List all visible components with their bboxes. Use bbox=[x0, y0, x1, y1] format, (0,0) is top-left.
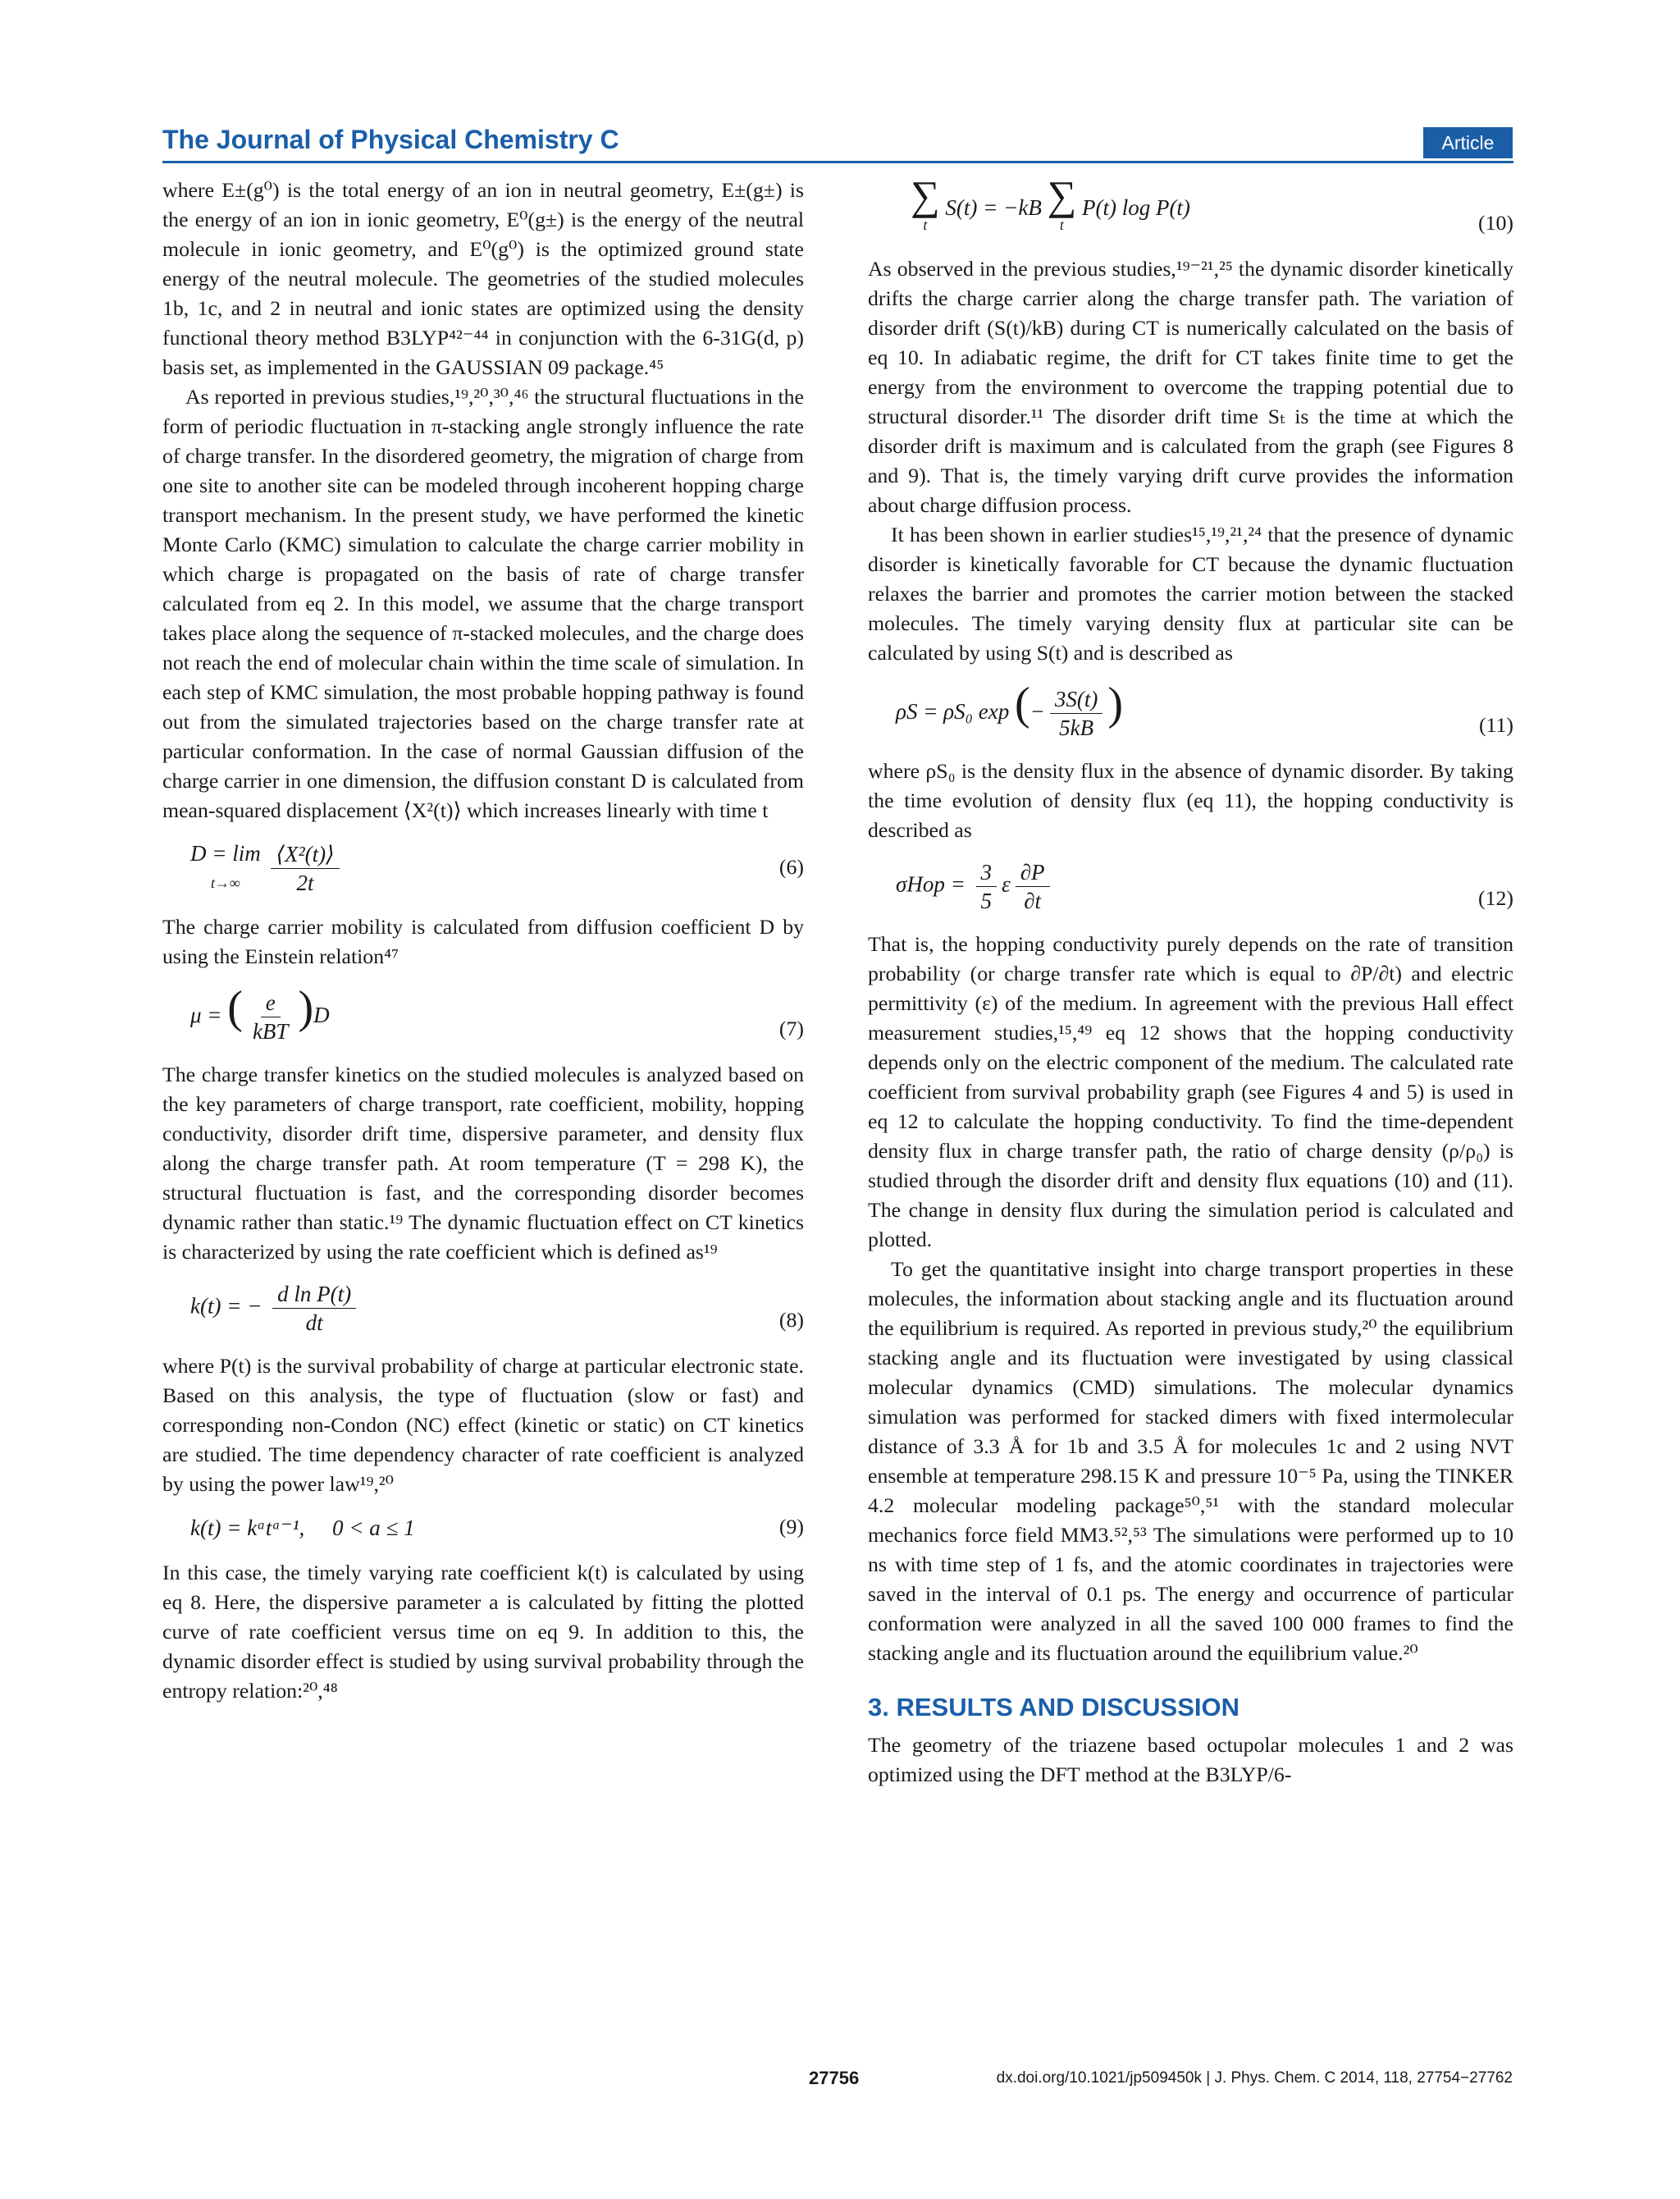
eq9-expr: k(t) = kᵃtᵃ⁻¹, 0 < a ≤ 1 bbox=[190, 1516, 415, 1541]
eq10-sub1: t bbox=[923, 217, 928, 233]
eq8-number: (8) bbox=[778, 1308, 804, 1333]
eq6-lhs: D = lim bbox=[190, 841, 261, 866]
eq11-number: (11) bbox=[1478, 713, 1513, 738]
eq12-d1: 5 bbox=[980, 889, 993, 914]
eq11-num: 3S(t) bbox=[1050, 685, 1102, 714]
eq8-lhs: k(t) = − bbox=[190, 1294, 262, 1319]
paragraph: That is, the hopping conductivity purely depends on the rate of transition probability (or charge transfer rate which is equal to ∂P/∂t) and electric permittivity (ε) of the medium. In agreement with the previous Hall effect measurement studies,¹⁵,⁴⁹ eq 12 shows that the hopping conductivity depends only on the electric component of the medium. The calculated rate coefficient from survival probability graph (see Figures 4 and 5) is used in eq 12 to calculate the hopping conductivity. To find the time-dependent density flux in charge transfer path, the ratio of charge density (ρ/ρ₀) is studied through the disorder drift and density flux equations (10) and (11). The change in density flux during the simulation period is calculated and plotted. bbox=[868, 932, 1513, 1252]
equation-8 bbox=[162, 1280, 804, 1337]
eq12-n1: 3 bbox=[976, 858, 998, 887]
eq11-lhs: ρS = ρS₀ exp bbox=[896, 699, 1010, 724]
paragraph: where ρS₀ is the density flux in the absence of dynamic disorder. By taking the time evolution of density flux (eq 11), the hopping conductivity is described as bbox=[868, 759, 1513, 843]
eq9-number: (9) bbox=[778, 1515, 804, 1539]
eq10-lhs: S(t) = −kB bbox=[945, 195, 1042, 221]
equation-10 bbox=[868, 172, 1513, 240]
paragraph: In this case, the timely varying rate coefficient k(t) is calculated by using eq 8. Here, the dispersive parameter a is calculated by fitting the plotted curve of rate coefficient versus time on eq 9. In addition to this, the dynamic disorder effect is studied by using survival probability through the entropy relation:²⁰,⁴⁸ bbox=[162, 1561, 804, 1703]
paragraph: It has been shown in earlier studies¹⁵,¹⁹,²¹,²⁴ that the presence of dynamic disorder is kinetically favorable for CT because the dynamic fluctuation relaxes the barrier and promotes the carrier motion between the stacked molecules. The timely varying density flux at particular site can be calculated by using S(t) and is described as bbox=[868, 523, 1513, 665]
paragraph: As observed in the previous studies,¹⁹⁻²¹,²⁵ the dynamic disorder kinetically drifts the charge carrier along the charge transfer path. The variation of disorder drift (S(t)/kB) during CT is numerically calculated on the basis of eq 10. In adiabatic regime, the drift for CT takes finite time to get the energy from the environment to overcome the trapping potential due to structural disorder.¹¹ The disorder drift time Sₜ is the time at which the disorder drift is maximum and is calculated from the graph (see Figures 8 and 9). That is, the timely varying drift curve provides the information about charge diffusion process. bbox=[868, 257, 1513, 517]
eq10-rhs: P(t) log P(t) bbox=[1081, 195, 1190, 221]
article-badge: Article bbox=[1423, 127, 1513, 158]
paragraph: The charge transfer kinetics on the studied molecules is analyzed based on the key parameters of charge transport, rate coefficient, mobility, hopping conductivity, disorder drift time, dispersive parameter, and density flux along the charge transfer path. At room temperature (T = 298 K), the structural fluctuation is fast, and the corresponding disorder becomes dynamic rather than static.¹⁹ The dynamic fluctuation effect on CT kinetics is characterized by using the rate coefficient which is defined as¹⁹ bbox=[162, 1063, 804, 1264]
paragraph: The charge carrier mobility is calculated from diffusion coefficient D by using the Einstein relation⁴⁷ bbox=[162, 915, 804, 968]
equation-9 bbox=[162, 1512, 804, 1543]
eq6-number: (6) bbox=[778, 855, 804, 879]
paragraph: To get the quantitative insight into charge transport properties in these molecules, the information about stacking angle and its fluctuation around the equilibrium is required. As reported in previous study,²⁰ the equilibrium stacking angle and its fluctuation were investigated by using classical molecular dynamics (CMD) simulations. The molecular dynamics simulation was performed for stacked dimers with fixed intermolecular distance of 3.3 Å for 1b and 3.5 Å for molecules 1c and 2 using NVT ensemble at temperature 298.15 K and pressure 10⁻⁵ Pa, using the TINKER 4.2 molecular modeling package⁵⁰,⁵¹ with the standard molecular mechanics force field MM3.⁵²,⁵³ The simulations were performed up to 10 ns with time step of 1 fs, and the atomic coordinates in trajectories were saved in the interval of 0.1 ps. The energy and occurrence of particular conformation were analyzed in all the saved 100 000 frames to find the stacking angle and its fluctuation around the equilibrium value.²⁰ bbox=[868, 1257, 1513, 1666]
header-rule bbox=[162, 161, 1513, 163]
page-number: 27756 bbox=[809, 2068, 860, 2088]
doi-citation[interactable]: dx.doi.org/10.1021/jp509450k | J. Phys. Chem. C 2014, 118, 27754−27762 bbox=[996, 2069, 1513, 2087]
equation-7: μ = ( $\frac{e}{\text{kBT}}$ )D (7) bbox=[190, 982, 804, 1045]
equation-11: ρS = ρS₀ exp (− $\frac{3S(t)}{5kB}$ ) (11) bbox=[896, 679, 1513, 741]
eq12-n2: ∂P bbox=[1016, 858, 1050, 887]
paragraph: As reported in previous studies,¹⁹,²⁰,³⁰,⁴⁶ the structural fluctuations in the form of periodic fluctuation in π-stacking angle strongly influence the rate of charge transfer. In the disordered geometry, the migration of charge from one site to another site can be modeled through incoherent hopping charge transport mechanism. In the present study, we have performed the kinetic Monte Carlo (KMC) simulation to calculate the charge carrier mobility in which charge is propagated on the basis of rate of charge transfer calculated from eq 2. In this model, we assume that the charge transport takes place along the sequence of π-stacked molecules, and the charge does not reach the end of molecular chain within the time scale of simulation. In each step of KMC simulation, the most probable hopping pathway is found out from the simulated trajectories based on the charge transfer rate at particular conformation. In the case of normal Gaussian diffusion of the charge carrier in one dimension, the diffusion constant D is calculated from mean-squared displacement ⟨X²(t)⟩ which increases linearly with time t bbox=[162, 385, 804, 822]
paragraph: The geometry of the triazene based octupolar molecules 1 and 2 was optimized using the DFT method at the B3LYP/6- bbox=[868, 1733, 1513, 1787]
eq12-lhs: σHop = bbox=[896, 872, 966, 897]
paragraph: where P(t) is the survival probability of charge at particular electronic state. Based on this analysis, the type of fluctuation (slow or fast) and corresponding non-Condon (NC) effect (kinetic or static) on CT kinetics are studied. The time dependency character of rate coefficient is analyzed by using the power law¹⁹,²⁰ bbox=[162, 1354, 804, 1497]
eq7-lhs: μ = bbox=[190, 1003, 222, 1027]
eq11-den: 5kB bbox=[1059, 715, 1094, 741]
eq7-number: (7) bbox=[778, 1017, 804, 1041]
eq7-den: kBT bbox=[252, 1019, 289, 1045]
eq6-sub: t→∞ bbox=[210, 875, 240, 891]
journal-title: The Journal of Physical Chemistry C bbox=[162, 125, 619, 154]
equation-12 bbox=[868, 858, 1513, 915]
eq10-number: (10) bbox=[1478, 211, 1513, 235]
paragraph: where E±(g⁰) is the total energy of an ion in neutral geometry, E±(g±) is the energy of an ion in ionic geometry, E⁰(g±) is the energy of the neutral molecule in ionic geometry, and E⁰(g⁰) is the optimized ground state energy of the neutral molecule. The geometries of the studied molecules 1b, 1c, and 2 in neutral and ionic states are optimized using the density functional theory method B3LYP⁴²⁻⁴⁴ in conjunction with the 6-31G(d, p) basis set, as implemented in the GAUSSIAN 09 package.⁴⁵ bbox=[162, 178, 804, 379]
eq6-num: ⟨X²(t)⟩ bbox=[271, 840, 339, 869]
section-heading: 3. RESULTS AND DISCUSSION bbox=[868, 1693, 1239, 1722]
eq10-sum2: ∑ bbox=[1047, 172, 1077, 218]
eq12-d2: ∂t bbox=[1024, 889, 1042, 914]
left-column bbox=[162, 176, 804, 1706]
eq10-sum1: ∑ bbox=[911, 172, 940, 218]
eq10-sub2: t bbox=[1059, 217, 1064, 233]
equation-6 bbox=[162, 839, 804, 898]
eq12-mid: ε bbox=[1002, 872, 1011, 897]
eq7-num: e bbox=[261, 989, 281, 1017]
eq6-den: 2t bbox=[296, 870, 314, 895]
eq8-den: dt bbox=[305, 1310, 323, 1336]
eq12-number: (12) bbox=[1478, 886, 1513, 911]
right-column bbox=[868, 172, 1513, 1790]
eq7-rhs: D bbox=[313, 1003, 330, 1027]
eq8-num: d ln P(t) bbox=[272, 1280, 356, 1309]
